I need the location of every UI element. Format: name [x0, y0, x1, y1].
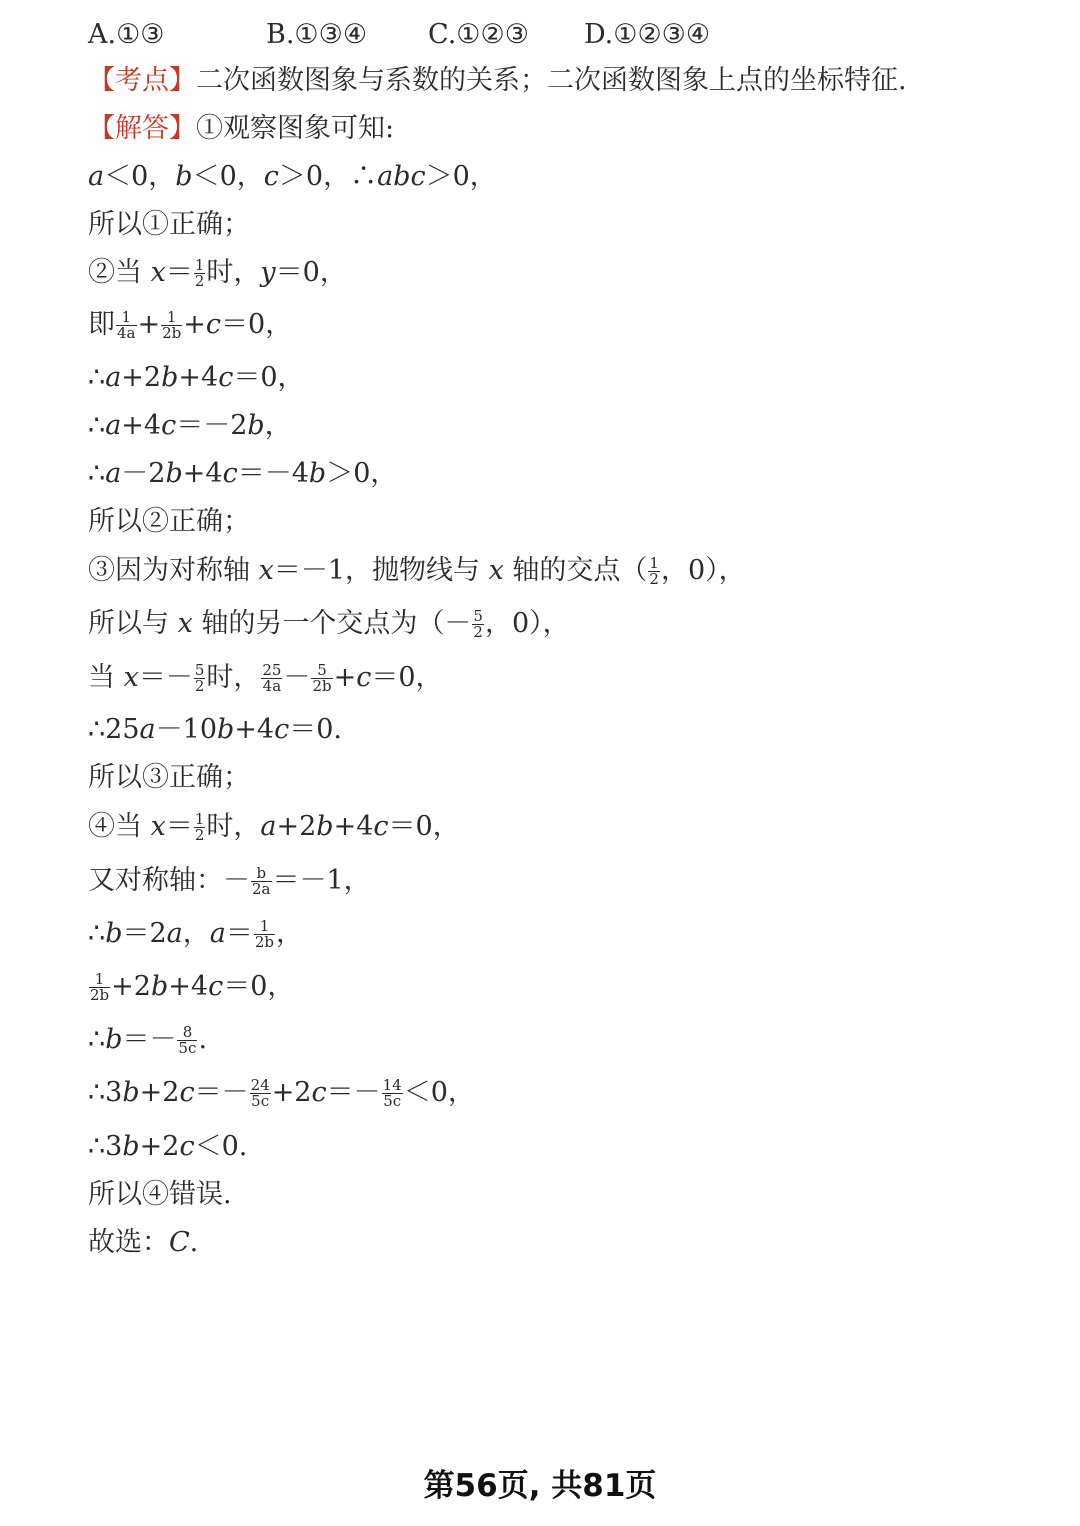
option-b: B.①③④ — [266, 19, 368, 50]
math-variable: b — [161, 362, 179, 393]
math-variable: abc — [377, 161, 426, 192]
math-variable: c — [179, 1131, 195, 1162]
fraction: $\frac{1}{2}$ — [649, 554, 659, 588]
math-variable: c — [218, 362, 234, 393]
math-variable: b — [316, 811, 334, 842]
solution-line: a＜0，b＜0，c＞0，∴abc＞0， — [88, 161, 497, 192]
solution-line: 所以②正确； — [88, 506, 250, 537]
math-variable: c — [161, 410, 177, 441]
math-variable: a — [105, 410, 122, 441]
math-variable: b — [105, 1024, 123, 1055]
option-d: D.①②③④ — [584, 19, 711, 50]
fraction: $\frac{8}{5c}$ — [178, 1023, 197, 1057]
solution-line: ∴25a－10b+4c＝0. — [88, 714, 343, 745]
math-variable: b — [165, 458, 183, 489]
solution-line: 所以③正确； — [88, 762, 250, 793]
math-variable: c — [205, 309, 222, 340]
math-variable: b — [105, 918, 123, 949]
solution-line: 故选：C. — [88, 1227, 199, 1258]
fraction: $\frac{25}{4a}$ — [262, 661, 282, 695]
fraction: $\frac{1}{2b}$ — [254, 917, 275, 951]
solution-line: ③因为对称轴 x＝－1，抛物线与 x 轴的交点（ $\frac{1}{2}$ ，0）， — [88, 554, 746, 588]
jieda-line — [88, 112, 394, 146]
solution-line: $\frac{1}{2b}$ +2b+4c＝0， — [90, 970, 295, 1004]
fraction: $\frac{14}{5c}$ — [382, 1076, 402, 1110]
math-variable: b — [122, 1077, 140, 1108]
math-variable: b — [122, 1131, 140, 1162]
math-variable: a — [105, 362, 122, 393]
math-variable: b — [217, 714, 235, 745]
math-variable: c — [274, 714, 290, 745]
fraction: $\frac{1}{2b}$ — [90, 970, 110, 1004]
fraction: $\frac{5}{2b}$ — [312, 661, 332, 695]
math-variable: c — [373, 811, 389, 842]
math-variable: a — [88, 161, 105, 192]
jieda-tag: 【解答】 — [88, 113, 196, 144]
solution-line: ∴b＝－ $\frac{8}{5c}$ . — [88, 1023, 208, 1057]
fraction: $\frac{1}{2b}$ — [162, 308, 182, 342]
solution-line: 当 x＝－ $\frac{5}{2}$ 时， $\frac{25}{4a}$ － $\frac{5}{2b}$ +c＝0， — [88, 661, 443, 695]
kaodian-line — [88, 64, 907, 98]
fraction: $\frac{5}{2}$ — [473, 607, 483, 641]
math-variable: b — [150, 971, 169, 1002]
solution-line: 所以④错误. — [88, 1179, 232, 1210]
math-variable: c — [179, 1077, 195, 1108]
math-variable: a — [260, 811, 277, 842]
solution-line: ∴3b+2c＝－ $\frac{24}{5c}$ +2c＝－ $\frac{14}{5c}$ ＜0， — [88, 1076, 475, 1110]
page-footer: 第56页, 共81页 — [423, 1468, 657, 1504]
math-variable: a — [209, 918, 226, 949]
solution-line: ∴b＝2a，a＝ $\frac{1}{2b}$ ， — [88, 917, 304, 951]
kaodian-tag: 【考点】 — [88, 65, 196, 96]
solution-line: ∴a+4c＝－2b， — [88, 410, 292, 441]
math-variable: c — [208, 971, 224, 1002]
math-variable: a — [139, 714, 156, 745]
fraction: $\frac{5}{2}$ — [194, 661, 205, 695]
math-variable: a — [105, 458, 122, 489]
option-c: C.①②③ — [428, 19, 529, 50]
fraction: $\frac{b}{2a}$ — [252, 864, 271, 898]
math-variable: x — [258, 555, 274, 586]
solution-line: 所以①正确； — [88, 209, 250, 240]
jieda-text: ①观察图象可知: — [196, 113, 395, 144]
option-a: A.①③ — [88, 19, 165, 50]
math-variable: x — [150, 257, 166, 288]
kaodian-text: 二次函数图象与系数的关系；二次函数图象上点的坐标特征. — [196, 65, 907, 96]
math-variable: c — [222, 458, 238, 489]
math-variable: y — [260, 257, 276, 288]
fraction: $\frac{1}{2}$ — [194, 256, 205, 290]
math-variable: b — [175, 161, 193, 192]
math-variable: x — [488, 555, 504, 586]
fraction: $\frac{1}{4a}$ — [117, 308, 136, 342]
solution-line: 即 $\frac{1}{4a}$ + $\frac{1}{2b}$ +c＝0， — [88, 308, 293, 342]
math-variable: c — [311, 1077, 327, 1108]
math-variable: a — [166, 918, 183, 949]
math-variable: C — [169, 1227, 190, 1258]
math-variable: c — [263, 161, 279, 192]
math-variable: b — [308, 458, 327, 489]
solution-line: ∴a－2b+4c＝－4b＞0， — [88, 458, 398, 489]
math-variable: b — [247, 410, 265, 441]
math-variable: x — [177, 608, 193, 639]
solution-line: ②当 x＝ $\frac{1}{2}$ 时，y＝0， — [88, 256, 347, 290]
solution-line: ∴3b+2c＜0. — [88, 1131, 248, 1162]
math-variable: x — [123, 662, 139, 693]
math-variable: x — [150, 811, 166, 842]
fraction: $\frac{1}{2}$ — [194, 810, 205, 844]
solution-line: ∴a+2b+4c＝0， — [88, 362, 305, 393]
solution-line: 又对称轴：－ $\frac{b}{2a}$ ＝－1， — [88, 864, 371, 898]
fraction: $\frac{24}{5c}$ — [250, 1076, 270, 1110]
math-variable: c — [356, 662, 372, 693]
solution-line: 所以与 x 轴的另一个交点为（－ $\frac{5}{2}$ ，0）， — [88, 607, 570, 641]
solution-line: ④当 x＝ $\frac{1}{2}$ 时，a+2b+4c＝0， — [88, 810, 460, 844]
